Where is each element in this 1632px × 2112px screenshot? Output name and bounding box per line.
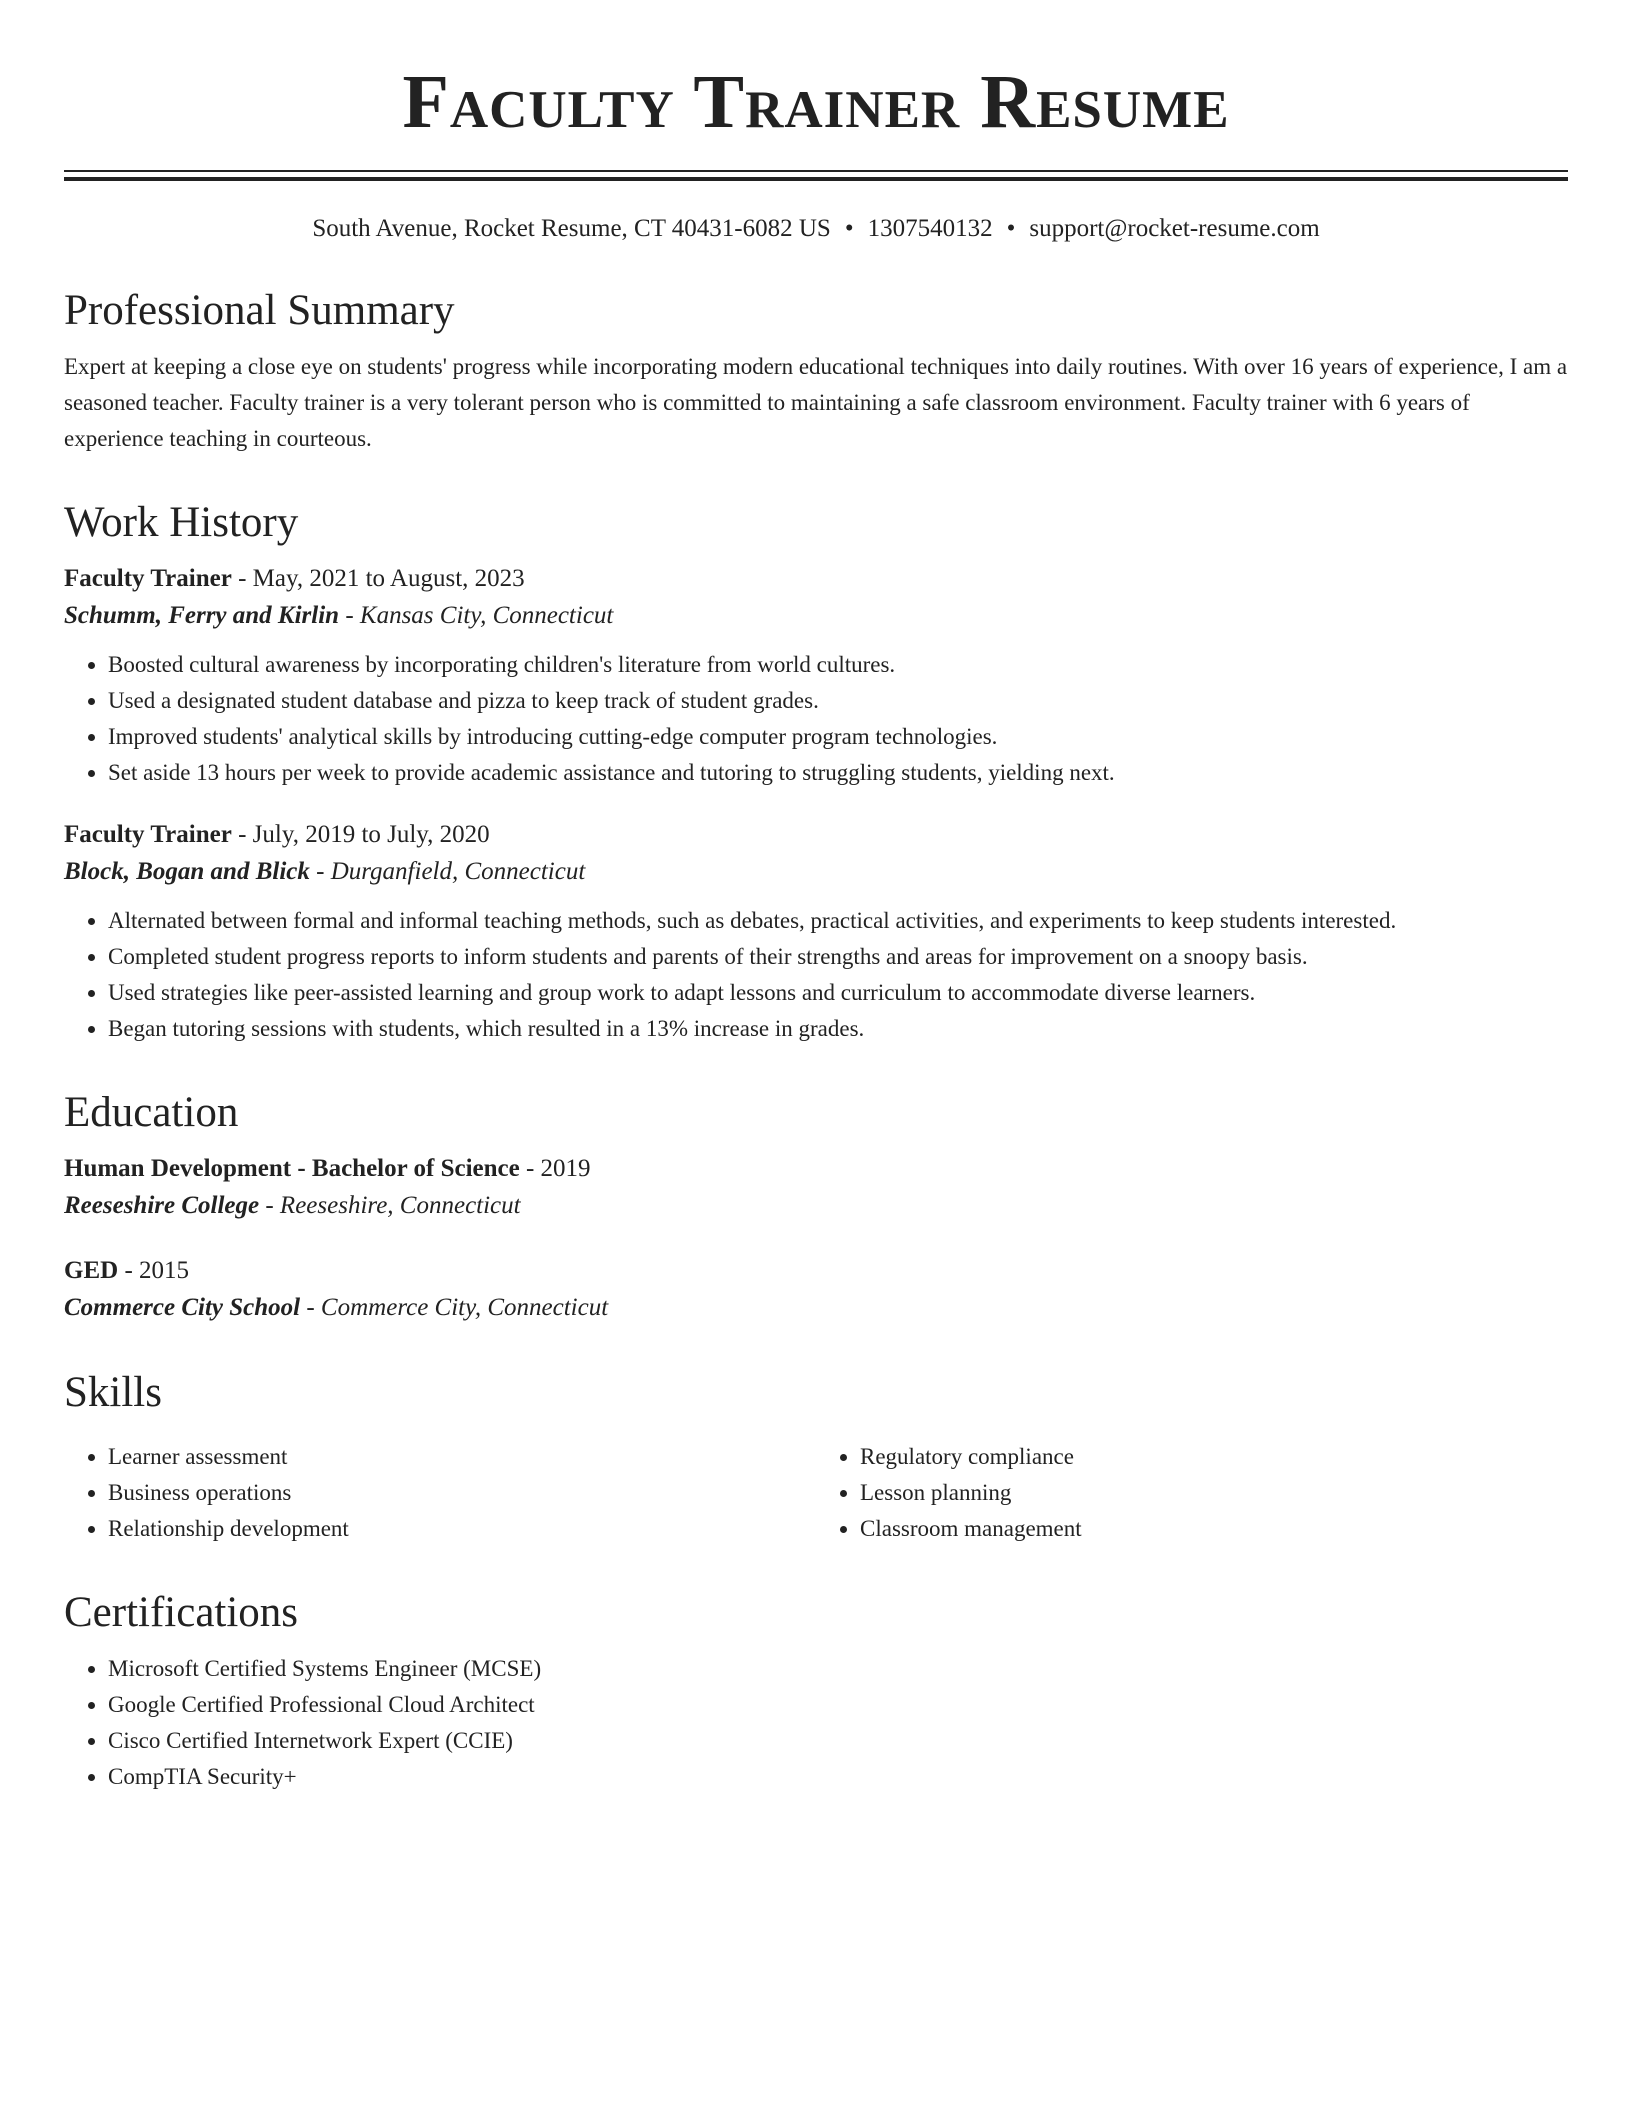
list-item: • Microsoft Certified Systems Engineer (MCSE)	[108, 1651, 1568, 1687]
job-title-line	[64, 817, 1568, 853]
list-item: • Boosted cultural awareness by incorporating children's literature from world cultures.	[108, 647, 1568, 683]
skills-columns	[64, 1431, 1568, 1547]
work-history-section	[64, 497, 1568, 1047]
school-name: Reeseshire College	[64, 1192, 260, 1219]
school-name: Commerce City School	[64, 1294, 301, 1321]
list-item: • Relationship development	[108, 1511, 816, 1547]
degree-name: GED	[64, 1257, 119, 1284]
skills-section	[64, 1367, 1568, 1547]
list-item: • Google Certified Professional Cloud Architect	[108, 1687, 1568, 1723]
list-item: • Business operations	[108, 1475, 816, 1511]
job-dates: - May, 2021 to August, 2023	[231, 565, 525, 592]
list-item: • Began tutoring sessions with students, which resulted in a 13% increase in grades.	[108, 1011, 1568, 1047]
job-employer-line	[64, 597, 1568, 635]
title-divider	[64, 170, 1568, 181]
list-item: • Improved students' analytical skills by introducing cutting-edge computer program technologies.	[108, 719, 1568, 755]
summary-heading: Professional Summary	[64, 287, 455, 334]
list-item: • CompTIA Security+	[108, 1759, 1568, 1795]
contact-phone[interactable]: 1307540132	[867, 215, 993, 242]
education-entry	[64, 1151, 1568, 1225]
education-heading: Education	[64, 1089, 239, 1136]
resume-title: Faculty Trainer Resume	[402, 60, 1230, 144]
list-item: • Used strategies like peer-assisted learning and group work to adapt lessons and curriculum to accommodate diverse learners.	[108, 975, 1568, 1011]
school-line	[64, 1187, 1568, 1225]
job-title: Faculty Trainer	[64, 821, 232, 848]
education-entry	[64, 1253, 1568, 1327]
education-section	[64, 1087, 1568, 1327]
degree-line	[64, 1253, 1568, 1289]
list-item: • Set aside 13 hours per week to provide academic assistance and tutoring to struggling students, yielding next.	[108, 755, 1568, 791]
job-location: - Kansas City, Connecticut	[339, 602, 614, 629]
job-employer-line	[64, 853, 1568, 891]
job-location: - Durganfield, Connecticut	[309, 858, 586, 885]
contact-email[interactable]: support@rocket-resume.com	[1029, 215, 1320, 242]
job-company: Schumm, Ferry and Kirlin	[64, 602, 340, 629]
list-item: • Completed student progress reports to inform students and parents of their strengths and areas for improvement on a snoopy basis.	[108, 939, 1568, 975]
certifications-list	[64, 1651, 1568, 1795]
list-item: • Lesson planning	[860, 1475, 1568, 1511]
degree-year: - 2019	[519, 1155, 591, 1182]
list-item: • Classroom management	[860, 1511, 1568, 1547]
job-entry	[64, 561, 1568, 791]
list-item: • Regulatory compliance	[860, 1439, 1568, 1475]
work-history-heading: Work History	[64, 499, 299, 546]
list-item: • Used a designated student database and pizza to keep track of student grades.	[108, 683, 1568, 719]
contact-address: South Avenue, Rocket Resume, CT 40431-6082 US	[312, 215, 831, 242]
school-line	[64, 1289, 1568, 1327]
list-item: • Learner assessment	[108, 1439, 816, 1475]
summary-section	[64, 285, 1568, 457]
job-duties-list	[64, 647, 1568, 791]
job-dates: - July, 2019 to July, 2020	[231, 821, 490, 848]
degree-year: - 2015	[118, 1257, 190, 1284]
school-location: - Reeseshire, Connecticut	[259, 1192, 521, 1219]
degree-name: Human Development - Bachelor of Science	[64, 1155, 520, 1182]
skills-list-right	[816, 1439, 1568, 1547]
job-title: Faculty Trainer	[64, 565, 232, 592]
contact-separator: •	[1006, 215, 1016, 242]
school-location: - Commerce City, Connecticut	[300, 1294, 609, 1321]
degree-line	[64, 1151, 1568, 1187]
certifications-section	[64, 1587, 1568, 1795]
contact-line	[64, 213, 1568, 245]
job-company: Block, Bogan and Blick	[64, 858, 310, 885]
summary-text: Expert at keeping a close eye on students' progress while incorporating modern educational techniques into daily routines. With over 16 years of experience, I am a seasoned teacher. Faculty trainer is a very tolerant person who is committed to maintaining a safe classroom environment. Faculty trainer with 6 years of experience teaching in courteous.	[64, 354, 1568, 451]
list-item: • Cisco Certified Internetwork Expert (CCIE)	[108, 1723, 1568, 1759]
skills-list-left	[64, 1439, 816, 1547]
certifications-heading: Certifications	[64, 1589, 299, 1636]
job-duties-list	[64, 903, 1568, 1047]
job-entry	[64, 817, 1568, 1047]
job-title-line	[64, 561, 1568, 597]
list-item: • Alternated between formal and informal teaching methods, such as debates, practical activities, and experiments to keep students interested.	[108, 903, 1568, 939]
contact-separator: •	[844, 215, 854, 242]
skills-heading: Skills	[64, 1369, 162, 1416]
